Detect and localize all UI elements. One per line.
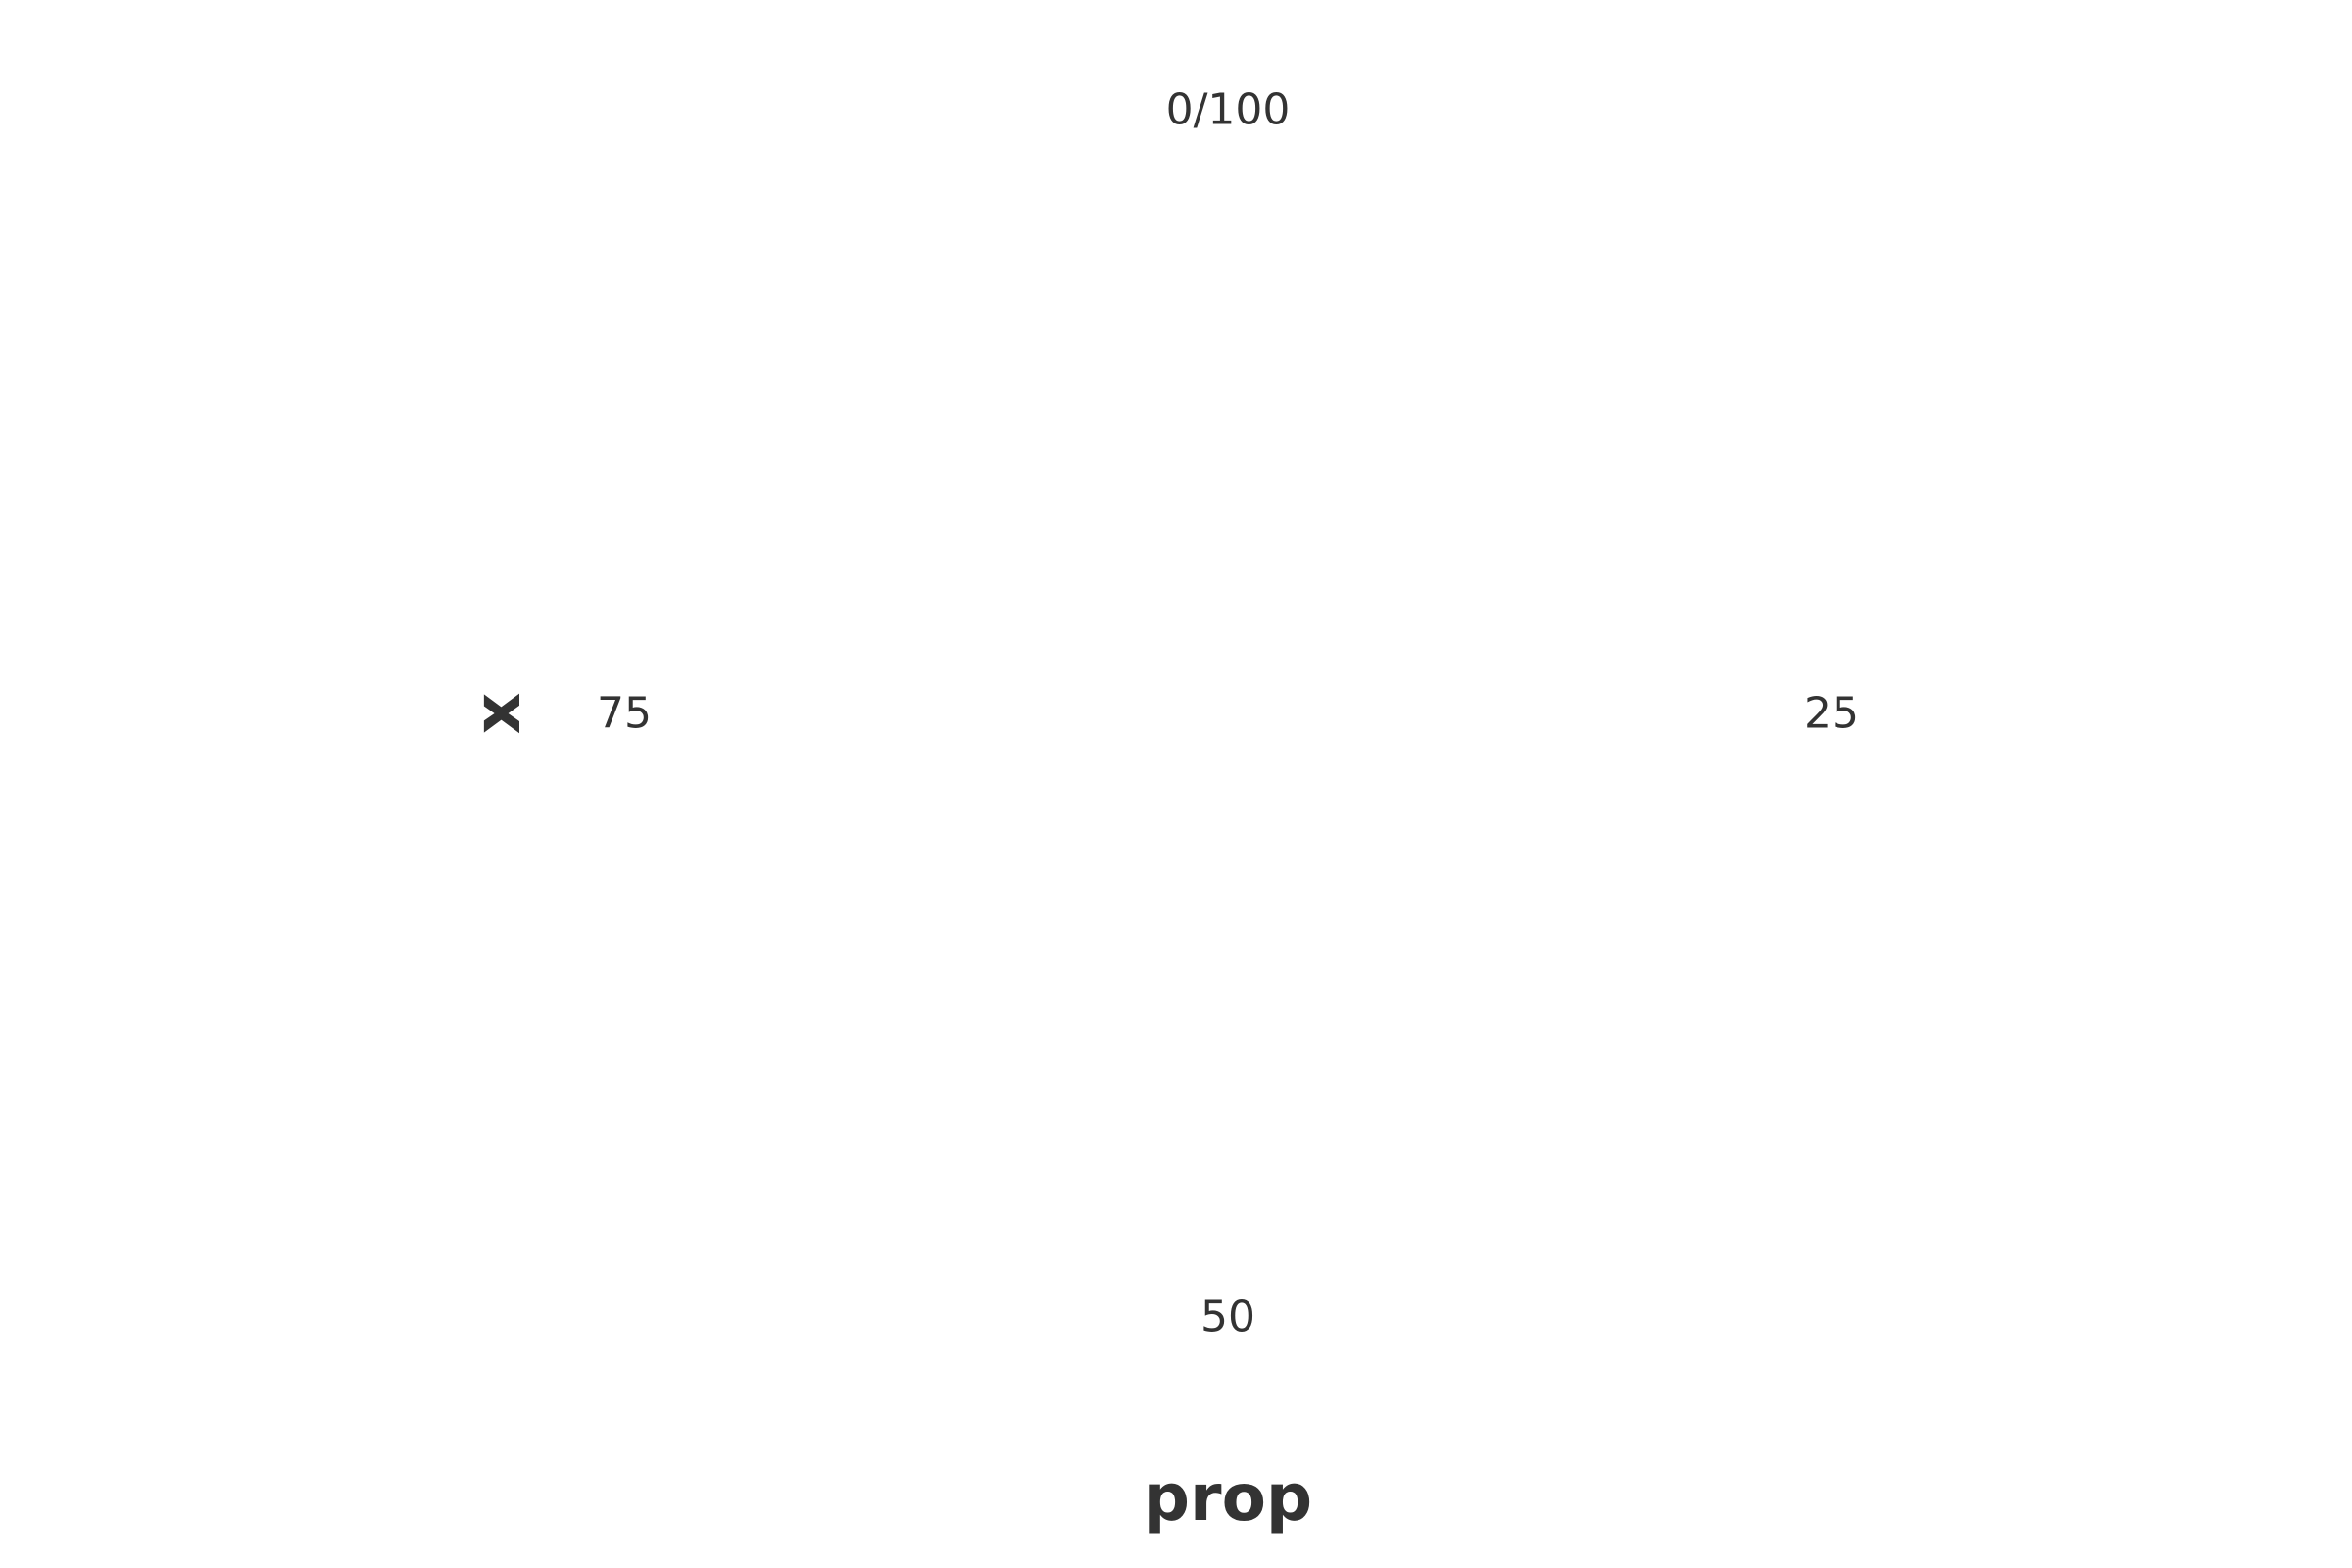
- theta-tick-label: 50: [1200, 1292, 1255, 1343]
- y-axis-title: x: [460, 692, 535, 735]
- theta-tick-label: 75: [597, 688, 652, 739]
- theta-tick-labels: [597, 85, 1859, 1343]
- theta-tick-label: 0/100: [1165, 84, 1291, 135]
- theta-tick-label: 25: [1804, 688, 1859, 739]
- x-axis-title: prop: [1143, 1460, 1313, 1536]
